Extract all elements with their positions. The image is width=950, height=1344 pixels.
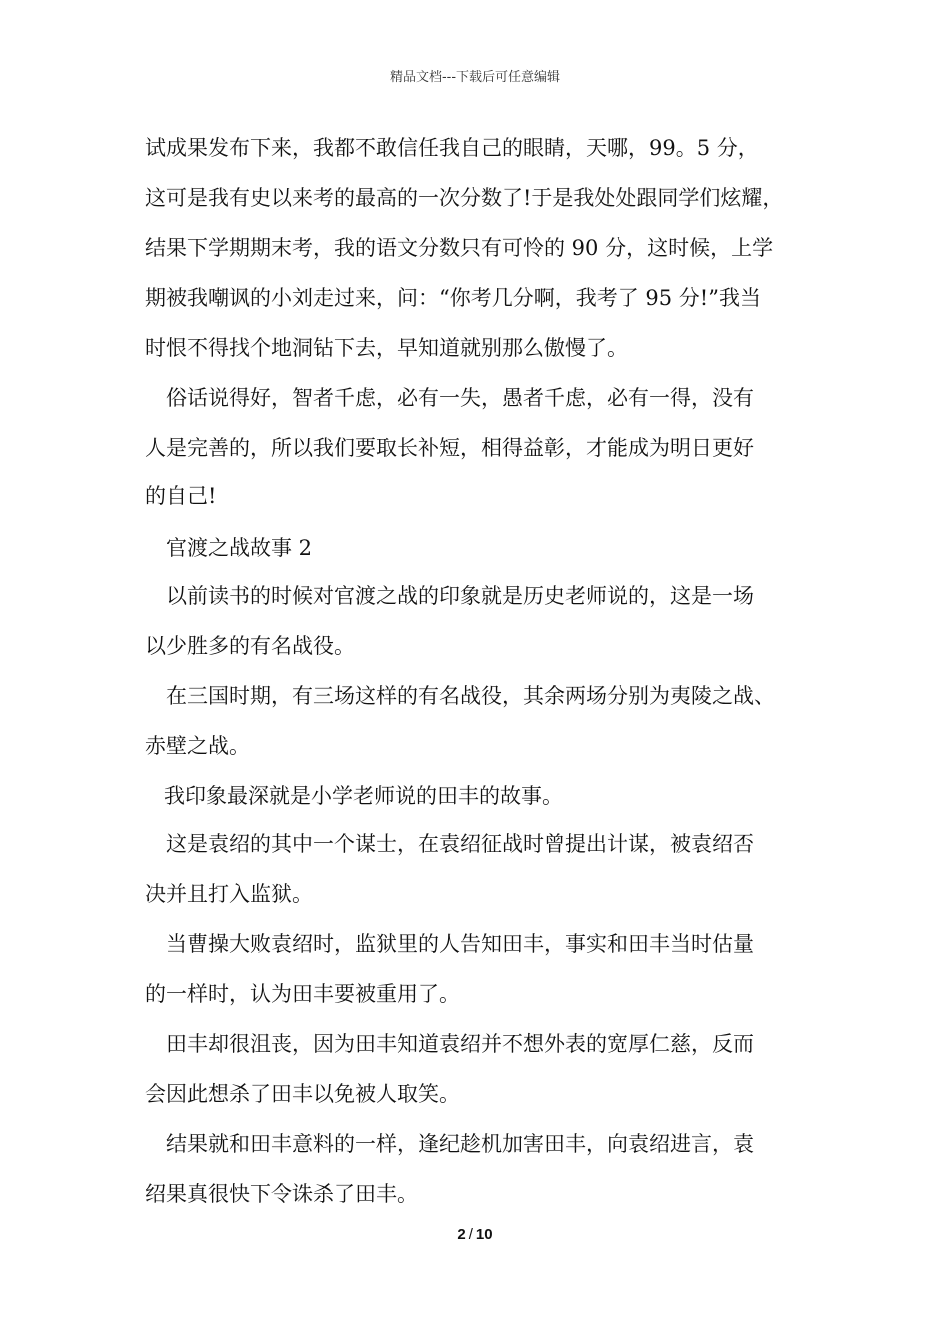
page-number	[0, 1226, 950, 1243]
body-line: 我印象最深就是小学老师说的田丰的故事。	[164, 784, 563, 808]
body-line: 以前读书的时候对官渡之战的印象就是历史老师说的，这是一场	[166, 584, 754, 608]
current-page: 2	[457, 1226, 466, 1243]
body-line: 试成果发布下来，我都不敢信任我自己的眼睛，天哪，99。5 分，	[145, 136, 759, 160]
body-line: 期被我嘲讽的小刘走过来，问：“你考几分啊，我考了 95 分!”我当	[145, 286, 761, 310]
body-line: 俗话说得好，智者千虑，必有一失，愚者千虑，必有一得，没有	[166, 386, 754, 410]
body-line: 决并且打入监狱。	[145, 882, 313, 906]
body-line: 这是袁绍的其中一个谋士，在袁绍征战时曾提出计谋，被袁绍否	[166, 832, 754, 856]
body-line: 结果下学期期末考，我的语文分数只有可怜的 90 分，这时候，上学	[145, 236, 774, 260]
body-line: 绍果真很快下令诛杀了田丰。	[145, 1182, 418, 1206]
total-pages: 10	[475, 1226, 493, 1243]
body-line: 当曹操大败袁绍时，监狱里的人告知田丰，事实和田丰当时估量	[166, 932, 754, 956]
body-line: 会因此想杀了田丰以免被人取笑。	[145, 1082, 460, 1106]
page-separator: /	[468, 1226, 473, 1243]
body-line: 时恨不得找个地洞钻下去，早知道就别那么傲慢了。	[145, 336, 628, 360]
body-line: 的自己!	[145, 484, 217, 508]
section-heading: 官渡之战故事 2	[166, 536, 313, 560]
body-line: 以少胜多的有名战役。	[145, 634, 355, 658]
body-line: 这可是我有史以来考的最高的一次分数了!于是我处处跟同学们炫耀，	[145, 186, 784, 210]
body-line: 田丰却很沮丧，因为田丰知道袁绍并不想外表的宽厚仁慈，反而	[166, 1032, 754, 1056]
body-line: 赤壁之战。	[145, 734, 250, 758]
body-line: 人是完善的，所以我们要取长补短，相得益彰，才能成为明日更好	[145, 436, 754, 460]
body-line: 的一样时，认为田丰要被重用了。	[145, 982, 460, 1006]
body-line: 结果就和田丰意料的一样，逢纪趁机加害田丰，向袁绍进言，袁	[166, 1132, 754, 1156]
page-header: 精品文档---下载后可任意编辑	[389, 70, 561, 85]
body-line: 在三国时期，有三场这样的有名战役，其余两场分别为夷陵之战、	[166, 684, 775, 708]
